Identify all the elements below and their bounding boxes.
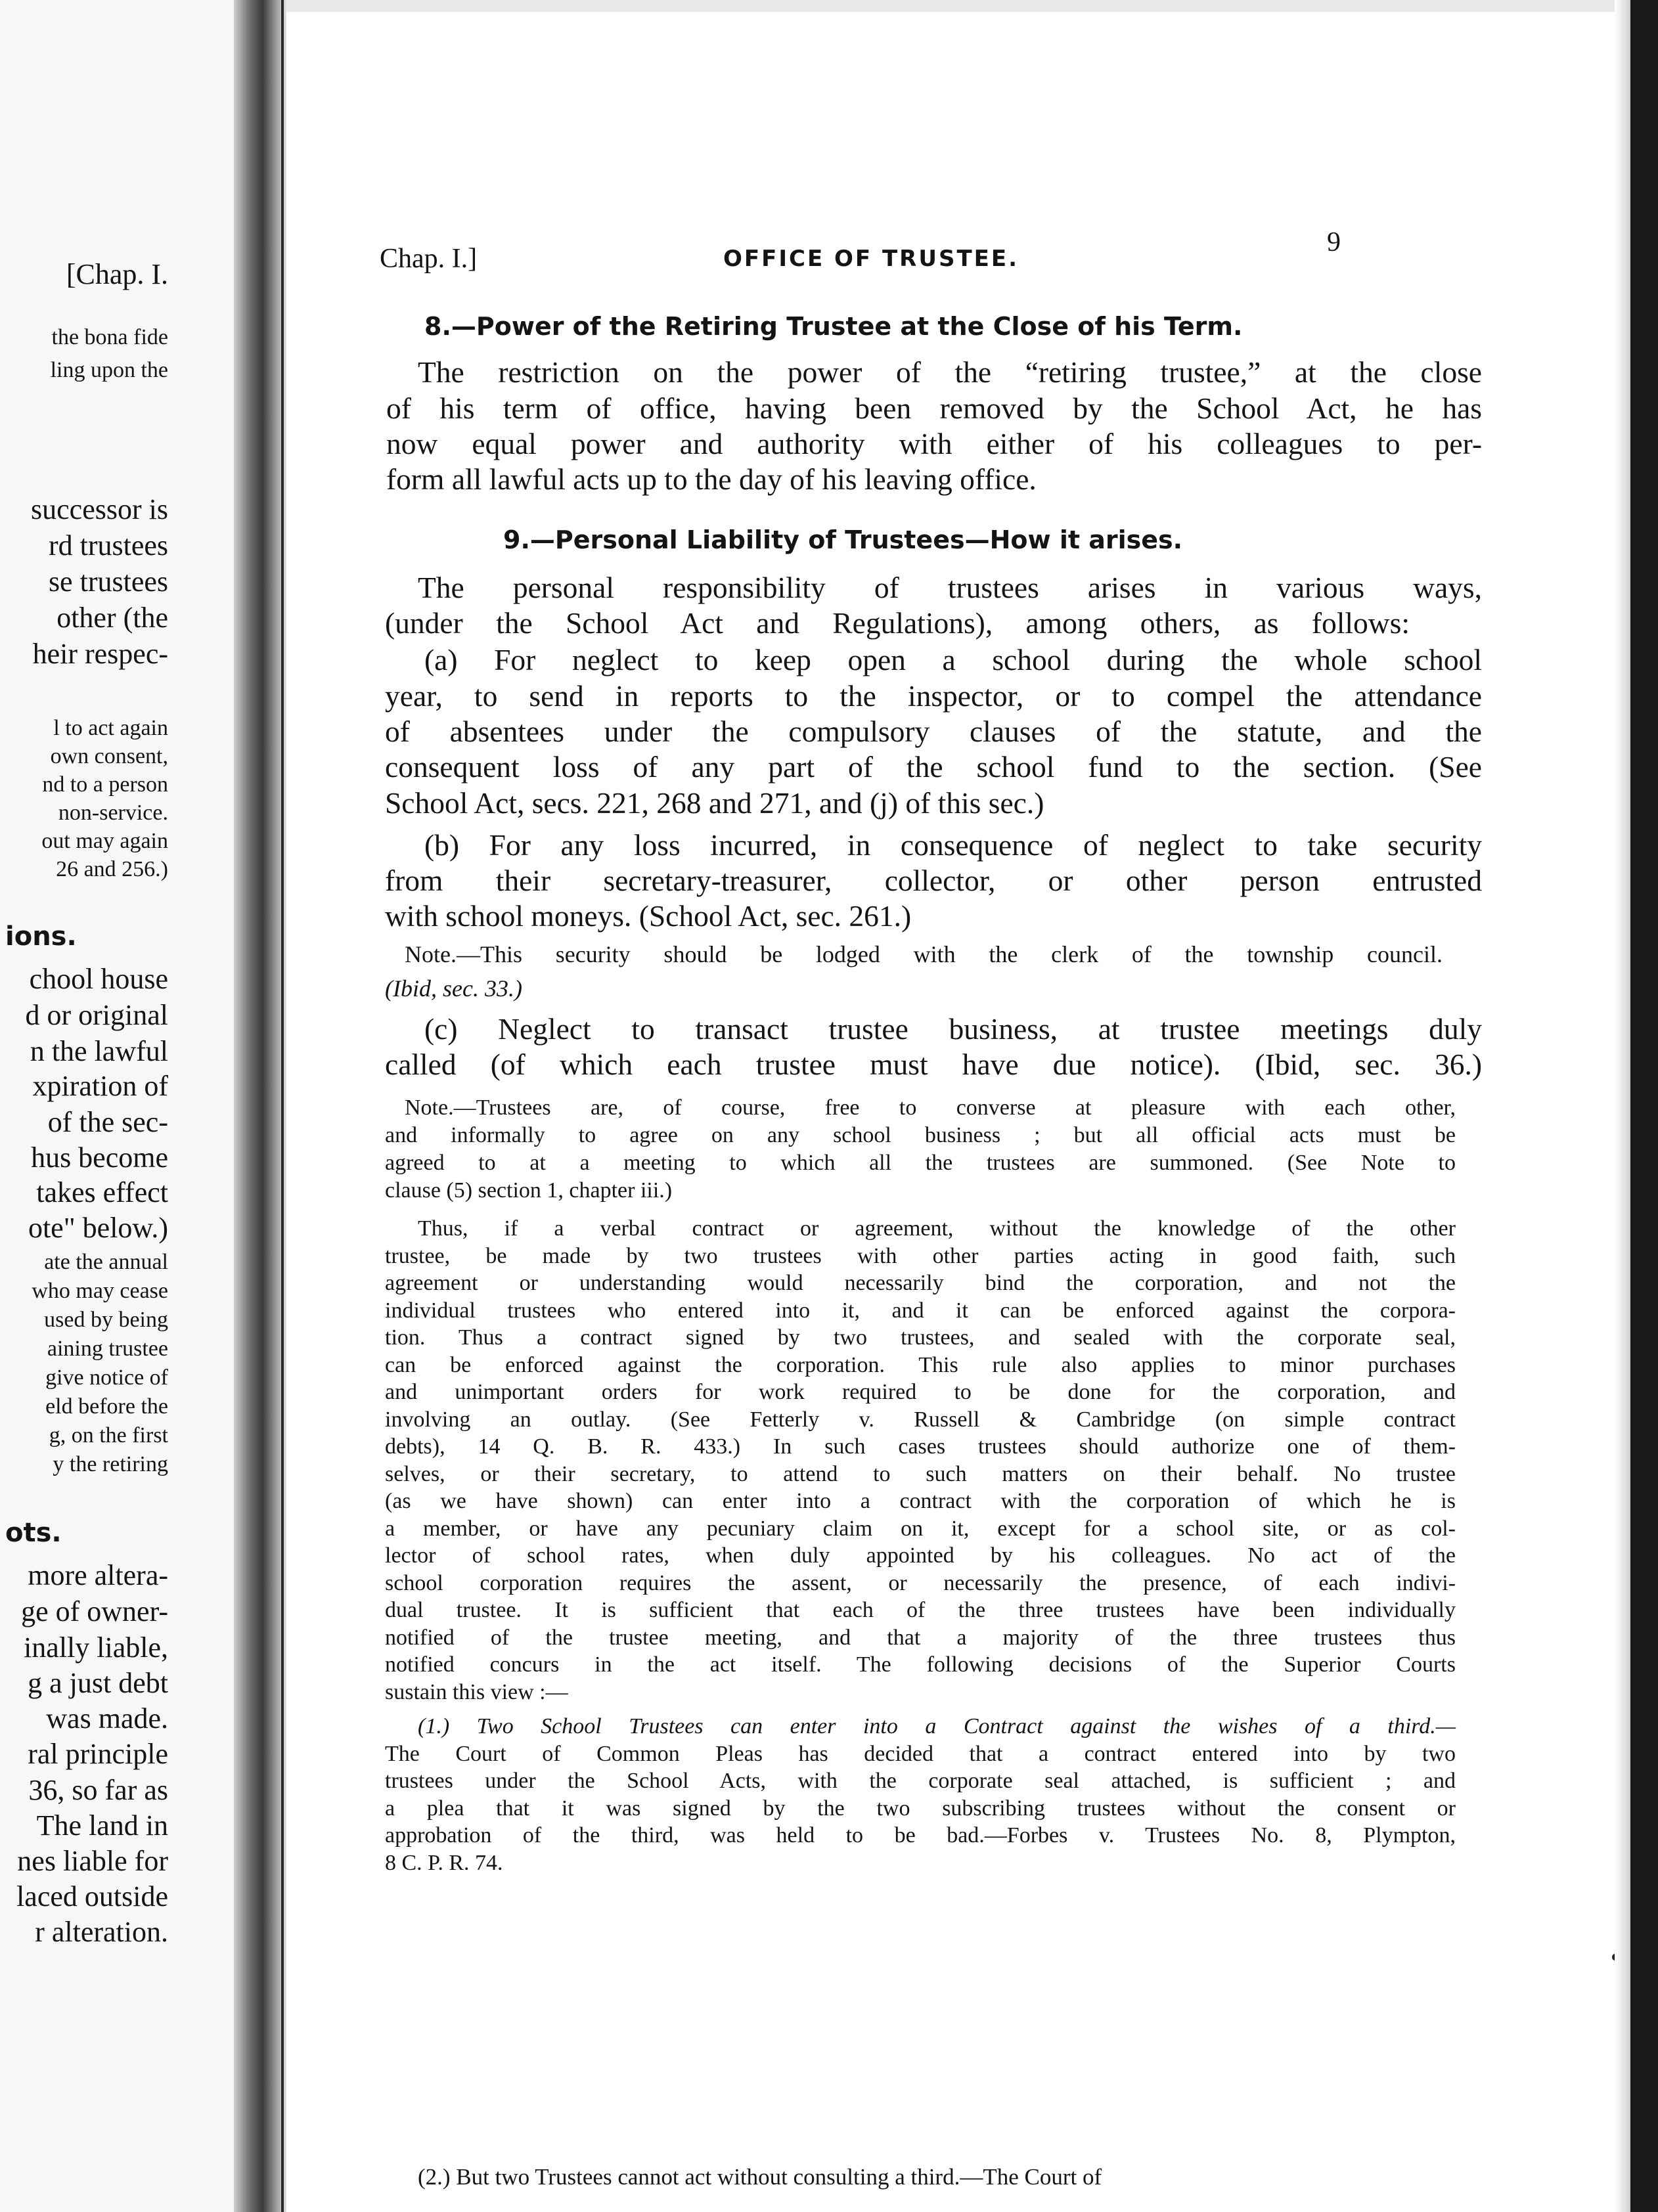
note-2-line: clause (5) section 1, chapter iii.): [385, 1178, 673, 1203]
left-page-line: inally liable,: [24, 1631, 168, 1664]
clause-b-line: with school moneys. (School Act, sec. 261.): [385, 899, 912, 933]
scan-border-shade: [1615, 0, 1630, 2212]
left-page-line: g, on the first: [49, 1423, 168, 1448]
left-page-line: xpiration of: [32, 1070, 168, 1102]
left-page-line: The land in: [36, 1809, 168, 1842]
left-page-line: y the retiring: [53, 1452, 168, 1476]
gutter-shadow-line: [281, 0, 284, 2212]
left-page-line: ge of owner-: [21, 1595, 168, 1627]
clause-a-line: School Act, secs. 221, 268 and 271, and (j) of this sec.): [385, 786, 1044, 820]
left-page-line: aining trustee: [47, 1337, 168, 1361]
commentary-line: individual trustees who entered into it, and it can be enforced against the corpora-: [385, 1298, 1456, 1323]
left-page-line: rd trustees: [48, 529, 168, 562]
left-page-line: nd to a person: [42, 772, 168, 797]
clause-c-line: called (of which each trustee must have due notice). (Ibid, sec. 36.): [385, 1048, 1482, 1081]
left-page-line: used by being: [44, 1308, 168, 1332]
left-page-line: 36, so far as: [28, 1774, 168, 1806]
left-page-line: chool house: [29, 963, 168, 995]
section-8-line: form all lawful acts up to the day of his leaving office.: [386, 462, 1037, 496]
chapter-label: Chap. I.]: [380, 244, 478, 274]
note-2-line: agreed to at a meeting to which all the trustees are summoned. (See Note to: [385, 1151, 1456, 1175]
section-9-heading: 9.—Personal Liability of Trustees—How it arises.: [503, 525, 1183, 554]
left-page-line: r alteration.: [35, 1916, 168, 1948]
commentary-line: Thus, if a verbal contract or agreement, without the knowledge of the other: [418, 1216, 1456, 1241]
left-page-line: g a just debt: [28, 1667, 168, 1699]
left-page-line: who may cease: [32, 1279, 168, 1303]
case-1-line: (1.) Two School Trustees can enter into a Contract against the wishes of a third.—: [418, 1714, 1456, 1738]
clause-a-line: year, to send in reports to the inspector, or to compel the attendance: [385, 679, 1482, 713]
section-8-heading: 8.—Power of the Retiring Trustee at the Close of his Term.: [424, 312, 1243, 341]
commentary-line: can be enforced against the corporation. This rule also applies to minor purchases: [385, 1352, 1456, 1377]
left-page-line: more altera-: [28, 1559, 168, 1591]
left-page-line: eld before the: [45, 1394, 168, 1419]
clause-a-line: of absentees under the compulsory clauses of the statute, and the: [385, 715, 1482, 748]
clause-a-line: consequent loss of any part of the school fund to the section. (See: [385, 750, 1482, 784]
clause-b-line: from their secretary-treasurer, collector, or other person entrusted: [385, 864, 1482, 897]
left-page-line: give notice of: [45, 1365, 168, 1390]
left-page-line: of the sec-: [47, 1106, 168, 1138]
commentary-line: notified concurs in the act itself. The following decisions of the Superior Courts: [385, 1652, 1456, 1677]
commentary-line: debts), 14 Q. B. R. 433.) In such cases trustees should authorize one of them-: [385, 1434, 1456, 1459]
left-page-line: out may again: [41, 829, 168, 853]
clause-b-line: (b) For any loss incurred, in consequence of neglect to take security: [424, 828, 1482, 862]
main-page: [286, 0, 1613, 2212]
left-page-line: n the lawful: [30, 1035, 168, 1067]
commentary-line: and unimportant orders for work required to be done for the corporation, and: [385, 1380, 1456, 1404]
note-2-line: Note.—Trustees are, of course, free to converse at pleasure with each other,: [405, 1095, 1456, 1120]
case-1-line: approbation of the third, was held to be bad.—Forbes v. Trustees No. 8, Plympton,: [385, 1823, 1456, 1847]
section-8-paragraph: [418, 355, 1482, 389]
commentary-line: a member, or have any pecuniary claim on it, except for a school site, or as col-: [385, 1516, 1456, 1541]
commentary-line: dual trustee. It is sufficient that each of the three trustees have been individually: [385, 1598, 1456, 1622]
case-1-line: The Court of Common Pleas has decided that a contract entered into by two: [385, 1741, 1456, 1766]
left-page-line: own consent,: [50, 744, 168, 768]
left-page-line: takes effect: [36, 1176, 168, 1208]
commentary-line: trustee, be made by two trustees with other parties acting in good faith, such: [385, 1243, 1456, 1268]
note-2-line: and informally to agree on any school business ; but all official acts must be: [385, 1123, 1456, 1147]
case-2-heading: (2.) But two Trustees cannot act without consulting a third.—The Court of: [418, 2164, 1102, 2190]
left-page-line: ate the annual: [44, 1250, 168, 1274]
commentary-line: selves, or their secretary, to attend to such matters on their behalf. No trustee: [385, 1461, 1456, 1486]
left-page-line: the bona fide: [51, 325, 168, 349]
left-page-line: was made.: [46, 1702, 168, 1735]
commentary-line: agreement or understanding would necessarily bind the corporation, and not the: [385, 1271, 1456, 1295]
left-page-line: se trustees: [48, 565, 168, 598]
case-1-line: trustees under the School Acts, with the corporate seal attached, is sufficient ; and: [385, 1769, 1456, 1793]
left-page-line: non-service.: [58, 801, 168, 825]
commentary-line: lector of school rates, when duly appointed by his colleagues. No act of the: [385, 1543, 1456, 1568]
book-gutter: [234, 0, 286, 2212]
left-page-line: nes liable for: [17, 1845, 168, 1877]
commentary-line: notified of the trustee meeting, and that a majority of the three trustees thus: [385, 1625, 1456, 1650]
left-page-line: d or original: [25, 999, 168, 1031]
case-1-line: a plea that it was signed by the two subscribing trustees without the consent or: [385, 1796, 1456, 1821]
section-8-line: The restriction on the power of the “retiring trustee,” at the close: [418, 355, 1482, 389]
case-1-line: 8 C. P. R. 74.: [385, 1850, 503, 1875]
left-page-line: ral principle: [28, 1738, 168, 1770]
section-9-line: The personal responsibility of trustees arises in various ways,: [418, 571, 1482, 604]
left-page-line: successor is: [31, 493, 168, 525]
left-page-line: ote" below.): [28, 1212, 168, 1244]
running-title: OFFICE OF TRUSTEE.: [723, 246, 1019, 272]
left-page-line: ling upon the: [50, 358, 168, 382]
section-8-line: now equal power and authority with either of his colleagues to per-: [386, 427, 1482, 460]
note-1-line: (Ibid, sec. 33.): [385, 975, 522, 1002]
page-number: 9: [1327, 227, 1341, 257]
section-8-line: of his term of office, having been removed by the School Act, he has: [386, 391, 1482, 425]
left-page-line: ions.: [5, 921, 77, 952]
left-page-line: heir respec-: [32, 638, 168, 670]
clause-c-line: (c) Neglect to transact trustee business, at trustee meetings duly: [424, 1012, 1482, 1046]
left-page-line: hus become: [31, 1141, 168, 1174]
section-9-line: (under the School Act and Regulations), among others, as follows:: [385, 606, 1410, 640]
clause-a-line: (a) For neglect to keep open a school during the whole school: [424, 643, 1482, 676]
commentary-line: tion. Thus a contract signed by two trustees, and sealed with the corporate seal,: [385, 1325, 1456, 1350]
commentary-line: sustain this view :—: [385, 1679, 568, 1704]
commentary-line: involving an outlay. (See Fetterly v. Russell & Cambridge (on simple contract: [385, 1407, 1456, 1432]
left-page-line: 26 and 256.): [56, 857, 168, 881]
left-facing-page: [0, 0, 234, 2212]
note-1-line: Note.—This security should be lodged with the clerk of the township council.: [405, 941, 1443, 967]
commentary-line: school corporation requires the assent, or necessarily the presence, of each indivi-: [385, 1570, 1456, 1595]
left-page-line: l to act again: [53, 716, 168, 740]
left-page-line: other (the: [56, 602, 168, 634]
left-page-line: laced outside: [16, 1880, 168, 1913]
left-page-line: [Chap. I.: [66, 258, 168, 290]
scan-border-right: [1630, 0, 1658, 2212]
left-page-line: ots.: [5, 1518, 62, 1548]
commentary-line: (as we have shown) can enter into a contract with the corporation of which he is: [385, 1489, 1456, 1513]
